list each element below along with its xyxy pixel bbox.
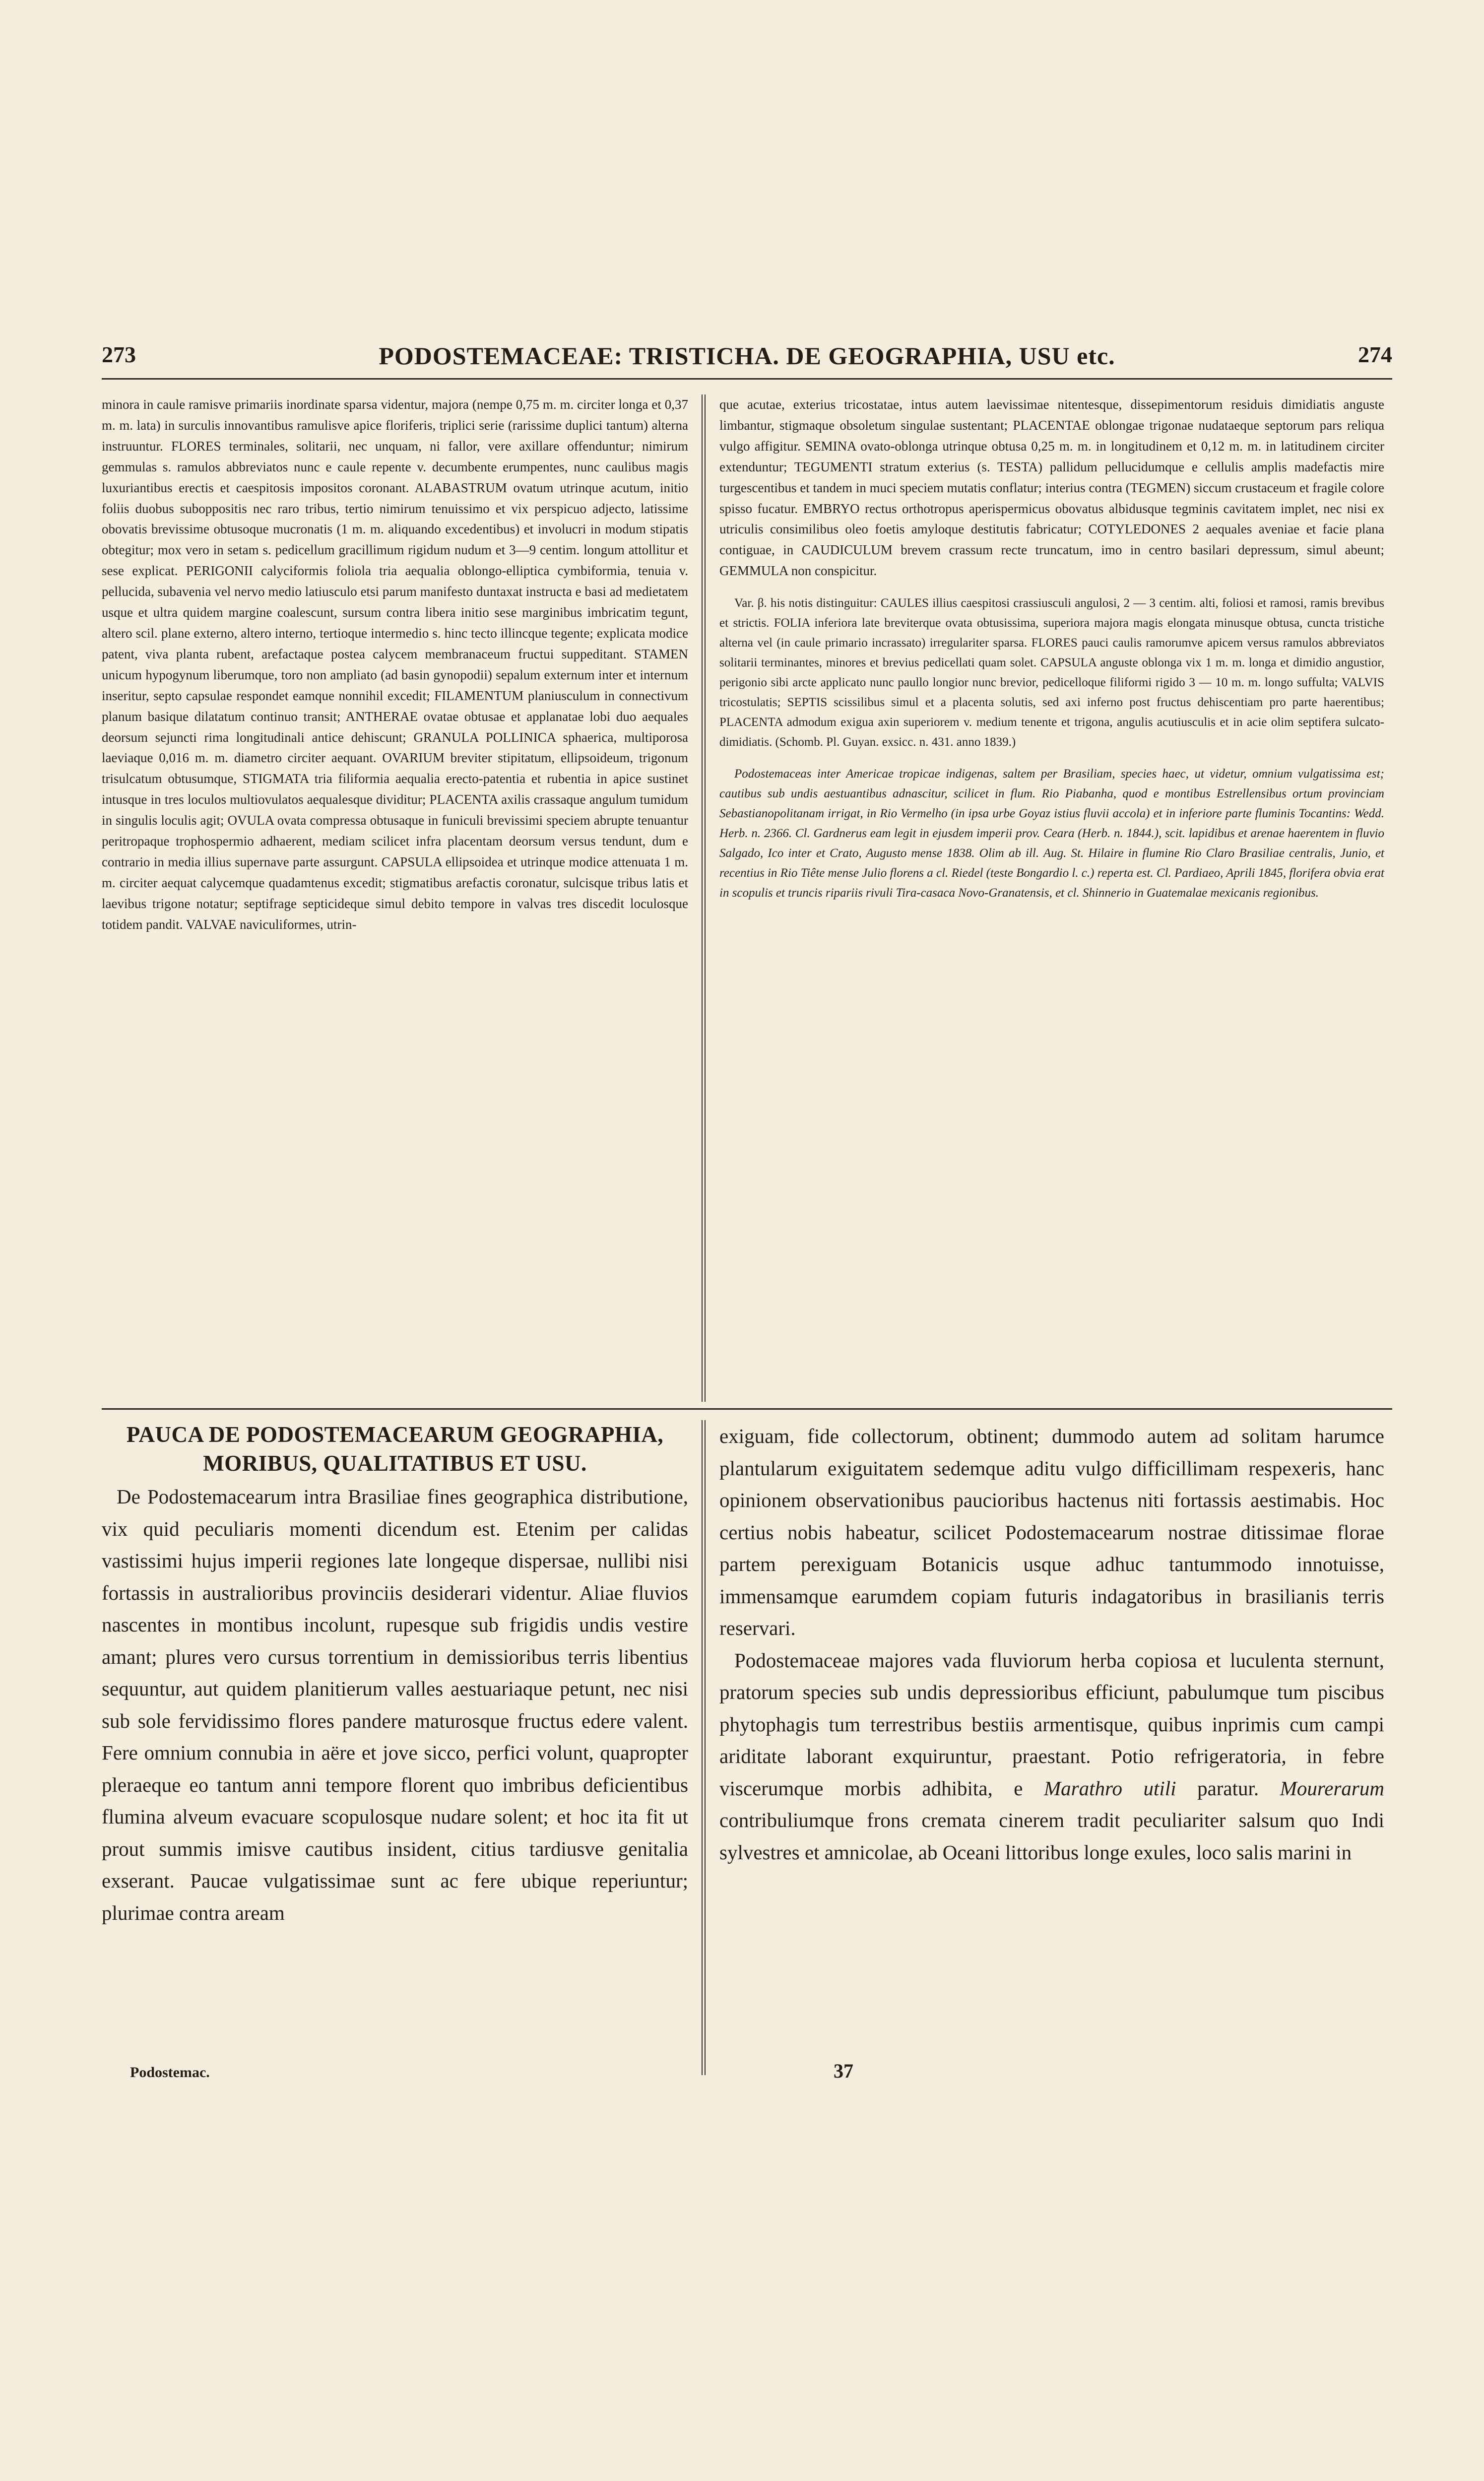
lower-right-column [719, 1420, 1384, 1868]
section-rule [102, 1408, 1392, 1410]
usage-text-mid: paratur. [1176, 1776, 1259, 1800]
column-divider-lower [702, 1420, 703, 2075]
column-divider-upper [702, 394, 703, 1402]
header-rule [102, 378, 1392, 380]
section-heading: PAUCA DE PODOSTEMACEARUM GEOGRAPHIA, MORIBUS, QUALITATIBUS ET USU. [126, 1422, 664, 1476]
sheet-signature: Podostemac. [130, 2064, 210, 2081]
lower-left-column [102, 1420, 688, 1929]
usage-text-start: Podostemaceae majores vada fluviorum herba copiosa et luculenta sternunt, pratorum species sub undis depressioribus efficiunt, pabulumque tum piscibus phytophagis tum terrestribus bestiis armentisque, quibus inprimis cum campi ariditate laborant exquiruntur, praestant. Potio refrigeratoria, in febre viscerumque morbis adhibita, e [719, 1648, 1384, 1800]
distribution-paragraph: Podostemaceas inter Americae tropicae indigenas, saltem per Brasiliam, species haec, ut videtur, omnium vulgatissima est; cautibus sub undis aestuantibus adnascitur, scilicet in flum. Rio Piabanha, quod e montibus Estrellensibus ortum provinciam Sebastianopolitanam irrigat, in Rio Vermelho (in ipsa urbe Goyaz istius fluvii accola) et in inferiore parte fluminis Tocantins: Wedd. Herb. n. 2366. Cl. Gardnerus eam legit in ejusdem imperii prov. Ceara (Herb. n. 1844.), scit. lapidibus et arenae haerentem in fluvio Salgado, Ico inter et Crato, Augusto mense 1838. Olim ab ill. Aug. St. Hilaire in flumine Rio Claro Brasiliae centralis, Junio, et recentius in Rio Tiête mense Julio florens a cl. Riedel (teste Bongardio l. c.) reperta est. Cl. Pardiaeo, Aprili 1845, florifera obvia erat in scopulis et truncis ripariis rivuli Tira-casaca Novo-Granatensis, et cl. Shinnerio in Guatemalae mexicanis regionibus. [719, 767, 1384, 900]
column-divider-lower-inner [705, 1420, 706, 2075]
upper-left-column [102, 394, 688, 935]
sheet-number: 37 [834, 2060, 853, 2082]
running-header [102, 341, 1392, 376]
usage-text-end: contribuliumque frons cremata cinerem tradit peculiariter salsum quo Indi sylvestres et amnicolae, ab Oceani littoribus longe exules, loco salis marini in [719, 1809, 1384, 1864]
page-number-right: 274 [1358, 342, 1392, 367]
usage-taxon-mourera: Mourerarum [1280, 1776, 1384, 1800]
geography-paragraph: De Podostemacearum intra Brasiliae fines geographica distributione, vix quid peculiaris momenti dicendum est. Etenim per calidas vastissimi hujus imperii regiones late longeque dispersae, nullibi nisi fortassis in australioribus provinciis desiderari videntur. Aliae fluvios nascentes in montibus incolunt, rupesque sub frigidis undis vestire amant; plures vero cursus torrentium in demissioribus terris libentius sequuntur, aut quidem planitierum valles aestuariaque petunt, nec nisi sub sole fervidissimo flores pandere maturosque fructus edere valent. Fere omnium connubia in aëre et jove sicco, perfici volunt, quapropter pleraeque eo tantum anni tempore florent quo imbribus deficientibus flumina alveum evacuare scopulosque nudare solent; et hoc ita fit ut prout summis imisve cautibus insident, citius tardiusve genitalia exserant. Paucae vulgatissimae sunt ac fere ubique reperiuntur; plurimae contra aream [102, 1485, 688, 1924]
usage-paragraph [719, 1644, 1384, 1869]
description-continued: que acutae, exterius tricostatae, intus autem laevissimae nitentesque, dissepimentorum residuis dimidiatis anguste limbantur, stigmaque obsoletum singulae sustentant; PLACENTAE oblongae trigonae nudataeque septorum pars reliqua vulgo affigitur. SEMINA ovato-oblonga utrinque obtusa 0,25 m. m. in longitudinem et 0,12 m. m. in latitudinem circiter extenduntur; TEGUMENTI stratum exterius (s. TESTA) pallidum pellucidumque e cellulis amplis madefactis mire turgescentibus et tandem in muci speciem mutatis conflatur; interius contra (TEGMEN) siccum crustaceum et fragile colore spisso fucatur. EMBRYO rectus orthotropus aperispermicus obovatus albidusque tegminis cavitatem implet, nec nisi ex utriculis consimilibus oleo foetis amyloque destitutis fabricatur; COTYLEDONES 2 aequales aveniae et facie plana contiguae, in CAUDICULUM brevem crassum recte truncatum, imo in centro basilari depressum, simul abeunt; GEMMULA non conspicitur. [719, 397, 1384, 579]
upper-right-column [719, 394, 1384, 903]
description-paragraph: minora in caule ramisve primariis inordinate sparsa videntur, majora (nempe 0,75 m. m. circiter longa et 0,37 m. m. lata) in surculis innovantibus ramulisve apice floriferis, triplici serie (rarissime duplici tantum) alterna instruuntur. FLORES terminales, solitarii, nec unquam, ni fallor, vere axillare offenduntur; nimirum gemmulas s. ramulos abbreviatos nunc e caule repente v. decumbente erumpentes, nunc caulibus magis luxuriantibus erectis et caespitosis impositos coronant. ALABASTRUM ovatum utrinque acutum, initio foliis duobus suboppositis nec raro tribus, tertio nimirum tenuissimo et vix perspicuo adjecto, latissime obovatis brevissime obtusoque mucronatis (1 m. m. aliquando excedentibus) et involucri in modum stipatis obtegitur; mox vero in setam s. pedicellum gracillimum rigidum nudum et 3—9 centim. longum attollitur et sese explicat. PERIGONII calyciformis foliola tria aequalia oblongo-elliptica cymbiformia, tenuia v. pellucida, subavenia vel nervo medio latiusculo etsi parum manifesto duntaxat instructa e basi ad medietatem usque et ultra quidem margine coalescunt, sursum contra libera initio sese marginibus imbricatim tegunt, altero scil. plane externo, altero interno, tertioque intermedio s. hinc tecto illincque tegente; explicata modice patent, viva planta rubent, arefactaque postea calycem membranaceum fructui suppeditant. STAMEN unicum hypogynum liberumque, toro non ampliato (ad basin gynopodii) sepalum externum inter et internum inseritur, septo capsulae respondet eamque nonnihil excedit; FILAMENTUM planiusculum in connectivum planum basique dilatatum continuo transit; ANTHERAE ovatae obtusae et applanatae lobi duo aequales deorsum sejuncti rima longitudinali antice dehiscunt; GRANULA POLLINICA sphaerica, multiporosa laeviaque 0,016 m. m. diametro circiter aequant. OVARIUM breviter stipitatum, ellipsoideum, trigonum trisulcatum obtusumque, STIGMATA tria filiformia aequalia erecto-patentia et rubentia in apice sustinet intusque in tres loculos multiovulatos aequalesque dividitur; PLACENTA axilis crassaque angulum tumidum in singulis loculis agit; OVULA ovata compressa obtusaque in funiculi brevissimi speciem abrupte tenuantur peritropaque trophospermio adhaerent, mediam scilicet infra placentam deorsum versus tendunt, dum e contrario in media illius supernave parte assurgunt. CAPSULA ellipsoidea et utrinque modice attenuata 1 m. m. circiter aequat calycemque quadamtenus excedit; stigmatibus arefactis coronatur, sulcisque tribus latis et laevibus trigone notatur; septifrage septicideque simul debito tempore in valvas tres discedit loculosque totidem pandit. VALVAE naviculiformes, utrin- [102, 397, 688, 932]
geography-continued: exiguam, fide collectorum, obtinent; dummodo autem ad solitam harumce plantularum exiguitatem sedemque aditu vulgo difficillimam respexeris, hanc opinionem observationibus paucioribus hactenus niti fortassis aestimabis. Hoc certius nobis habeatur, scilicet Podostemacearum nostrae ditissimae florae partem perexiguam Botanicis usque adhuc tantummodo innotuisse, immensamque earumdem copiam futuris indagatoribus in brasilianis terris reservari. [719, 1425, 1384, 1639]
column-divider-upper-inner [705, 394, 706, 1402]
usage-taxon-marathrum: Marathro utili [1044, 1776, 1176, 1800]
running-title: PODOSTEMACEAE: TRISTICHA. DE GEOGRAPHIA, USU etc. [379, 342, 1115, 370]
variety-beta-paragraph: Var. β. his notis distinguitur: CAULES illius caespitosi crassiusculi angulosi, 2 — 3 centim. alti, foliosi et ramosi, ramis brevibus et strictis. FOLIA inferiora late breviterque ovata obtusissima, superiora majora magis elongata minusque obtusa, cuncta tristiche alterna vel (in caule primario incrassato) irregulariter sparsa. FLORES pauci caulis ramorumve apicem versus ramulos abbreviatos solitarii terminantes, minores et brevius pedicellati quam solet. CAPSULA anguste oblonga vix 1 m. m. longa et dimidio angustior, perigonio sibi arcte applicato nunc paullo longior nunc brevior, pedicelloque filiformi rigido 3 — 10 m. m. longo suffulta; VALVIS tricostulatis; SEPTIS scissilibus simul et a placenta solutis, sed axi inferno post fructus dehiscentiam pro parte haerentibus; PLACENTA admodum exigua axin superiorem v. medium tenente et trigona, angulis acutiusculis et in acie olim septifera sulcato-dimidiatis. (Schomb. Pl. Guyan. exsicc. n. 431. anno 1839.) [719, 596, 1384, 749]
page-number-left: 273 [102, 342, 136, 367]
